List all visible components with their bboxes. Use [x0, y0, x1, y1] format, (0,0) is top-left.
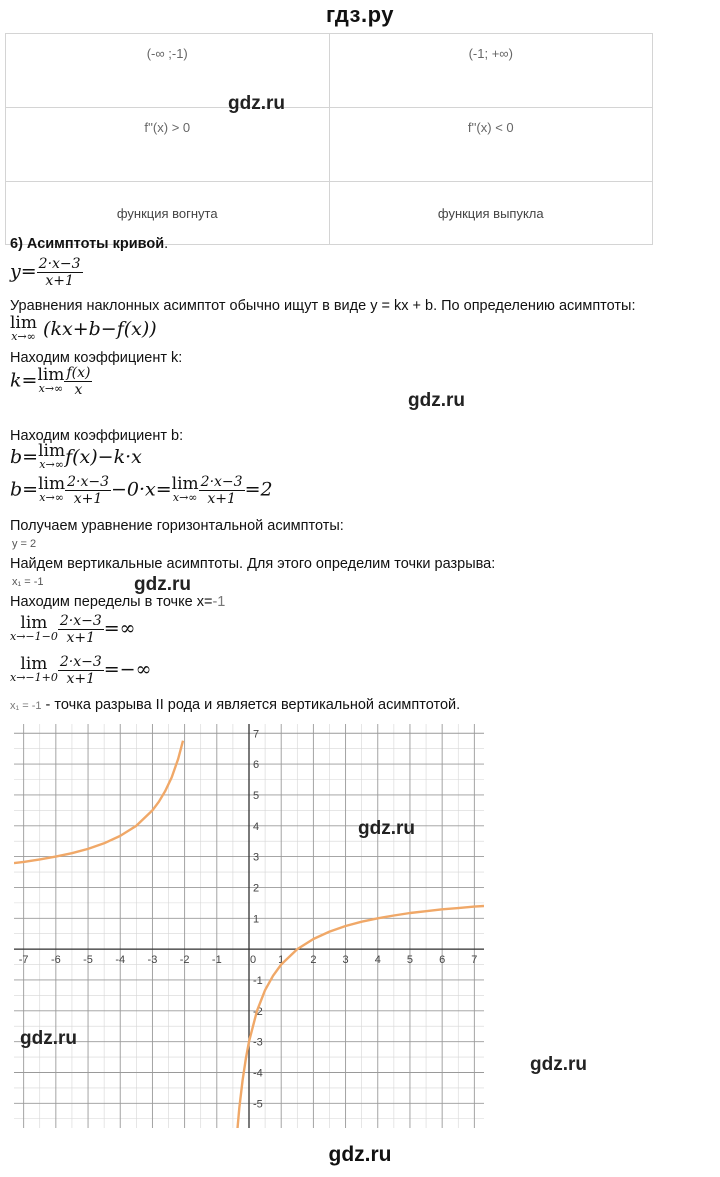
fraction [37, 256, 83, 289]
text-value: -1 [212, 594, 226, 610]
y-tick-label: -2 [253, 1005, 263, 1018]
lim-word: lim [10, 313, 37, 333]
b-formula [10, 441, 142, 472]
lim-sub: x→∞ [38, 381, 64, 395]
heading-tail: . [164, 236, 169, 252]
numerator: f(x) [66, 365, 91, 381]
formula-lhs: k= [10, 369, 38, 392]
table-cell: f''(x) < 0 [329, 108, 653, 182]
numerator: 2·x−3 [38, 256, 81, 272]
table-cell: (-∞ ;-1) [6, 34, 330, 108]
denominator: x+1 [66, 671, 96, 687]
x-tick-label: -4 [115, 954, 126, 967]
denominator: x+1 [73, 491, 103, 507]
right-limit [10, 654, 151, 687]
numerator: 2·x−3 [200, 474, 243, 490]
y-tick-label: 7 [253, 728, 260, 741]
b-expression: f(x)−k·x [65, 446, 142, 468]
limit-result: =∞ [103, 617, 136, 640]
lim-word: lim [20, 653, 48, 674]
denominator: x+1 [45, 273, 74, 289]
x-tick-label: 7 [471, 954, 478, 967]
table-cell: f''(x) > 0 [6, 108, 330, 182]
lim-sub: x→∞ [39, 458, 64, 471]
x-tick-label: -2 [179, 954, 190, 967]
x-tick-label: 5 [406, 954, 414, 967]
limit [10, 313, 37, 344]
text-prefix: Находим переделы в точке x= [10, 594, 213, 610]
heading-text: 6) Асимптоты кривой [10, 236, 165, 252]
interval-table [5, 33, 653, 245]
curve-branch [14, 741, 183, 863]
limit-expression: (kx+b−f(x)) [43, 318, 157, 340]
numerator: 2·x−3 [59, 613, 102, 629]
limit [38, 473, 66, 505]
x-tick-label: 2 [310, 954, 317, 967]
watermark: gdz.ru [20, 1028, 77, 1049]
text-line [10, 697, 460, 713]
denominator: x+1 [207, 491, 236, 507]
text-line: Уравнения наклонных асимптот обычно ищут в виде y = kx + b. По определению асимптоты: [10, 298, 636, 314]
table-cell: (-1; +∞) [329, 34, 653, 108]
b-computation [10, 474, 273, 507]
limit [38, 441, 66, 472]
watermark: gdz.ru [134, 574, 191, 595]
x-tick-label: -7 [18, 954, 29, 967]
lim-word: lim [38, 473, 66, 494]
x-tick-label: 0 [249, 954, 257, 967]
site-title: гдз.ру [326, 2, 394, 27]
numerator: 2·x−3 [67, 474, 109, 490]
x-tick-label: -3 [147, 954, 158, 967]
b-minus: −0·x= [110, 478, 172, 501]
y-tick-label: 4 [253, 820, 260, 833]
limit-result: =−∞ [103, 658, 152, 681]
formula-lhs: b= [10, 478, 39, 501]
lim-word: lim [171, 473, 199, 494]
limit-definition [10, 313, 157, 344]
limit [171, 473, 199, 505]
x-tick-label: 3 [342, 954, 349, 967]
lim-word: lim [37, 364, 65, 385]
y-tick-label: -1 [253, 974, 263, 987]
break-point: x₁ = -1 [12, 576, 44, 588]
watermark: gdz.ru [408, 390, 465, 411]
curve-branch [231, 906, 484, 1128]
lim-word: lim [38, 441, 66, 461]
fraction [65, 474, 111, 507]
x-tick-label: 1 [278, 954, 285, 967]
x-tick-label: -1 [211, 954, 222, 967]
watermark: gdz.ru [358, 818, 415, 839]
denominator: x [74, 382, 83, 398]
y-tick-label: 2 [253, 882, 260, 895]
text-line: Получаем уравнение горизонтальной асимптоты: [10, 518, 344, 534]
lim-word: lim [20, 612, 48, 633]
fraction [199, 474, 245, 507]
x-tick-label: -5 [83, 954, 93, 967]
numerator: 2·x−3 [59, 654, 102, 670]
text-prefix: x₁ = -1 [10, 700, 42, 712]
text-line: Находим коэффициент k: [10, 350, 183, 366]
y-tick-label: 1 [253, 913, 260, 926]
section-heading [10, 236, 168, 252]
function-graph [14, 724, 484, 1128]
formula-lhs: y= [10, 260, 37, 283]
text-line: Найдем вертикальные асимптоты. Для этого определим точки разрыва: [10, 556, 496, 572]
text-body: - точка разрыва II рода и является вертикальной асимптотой. [41, 697, 461, 713]
table-cell: функция выпукла [329, 182, 653, 245]
text-line: Находим коэффициент b: [10, 428, 184, 444]
text-line [10, 594, 225, 610]
table-row [6, 108, 653, 182]
lim-sub: x→∞ [11, 330, 36, 343]
k-formula [10, 365, 92, 398]
y-tick-label: -5 [253, 1098, 263, 1111]
limit [10, 653, 58, 685]
denominator: x+1 [66, 630, 96, 646]
b-result: =2 [244, 478, 273, 501]
fraction [58, 613, 104, 646]
horizontal-asymptote: y = 2 [12, 538, 37, 550]
lim-sub: x→−1+0 [10, 670, 58, 684]
y-tick-label: 5 [253, 789, 260, 802]
watermark: gdz.ru [228, 93, 285, 114]
function-formula [10, 256, 83, 289]
formula-lhs: b= [10, 446, 39, 468]
y-tick-label: 6 [253, 759, 260, 772]
x-tick-label: 6 [439, 954, 446, 967]
y-tick-label: -3 [253, 1036, 263, 1049]
watermark: gdz.ru [530, 1054, 587, 1075]
x-tick-label: -6 [50, 954, 61, 967]
limit [10, 612, 58, 644]
fraction [58, 654, 104, 687]
fraction [64, 365, 92, 398]
x-tick-label: 4 [374, 954, 381, 967]
footer-logo: gdz.ru [328, 1143, 392, 1166]
limit [37, 364, 65, 396]
table-cell: функция вогнута [6, 182, 330, 245]
y-tick-label: 3 [253, 851, 260, 864]
y-tick-label: -4 [253, 1067, 263, 1080]
axes [14, 724, 484, 1128]
left-limit [10, 613, 136, 646]
lim-sub: x→∞ [39, 490, 64, 504]
lim-sub: x→−1−0 [10, 629, 58, 643]
lim-sub: x→∞ [172, 490, 198, 504]
table-row [6, 34, 653, 108]
